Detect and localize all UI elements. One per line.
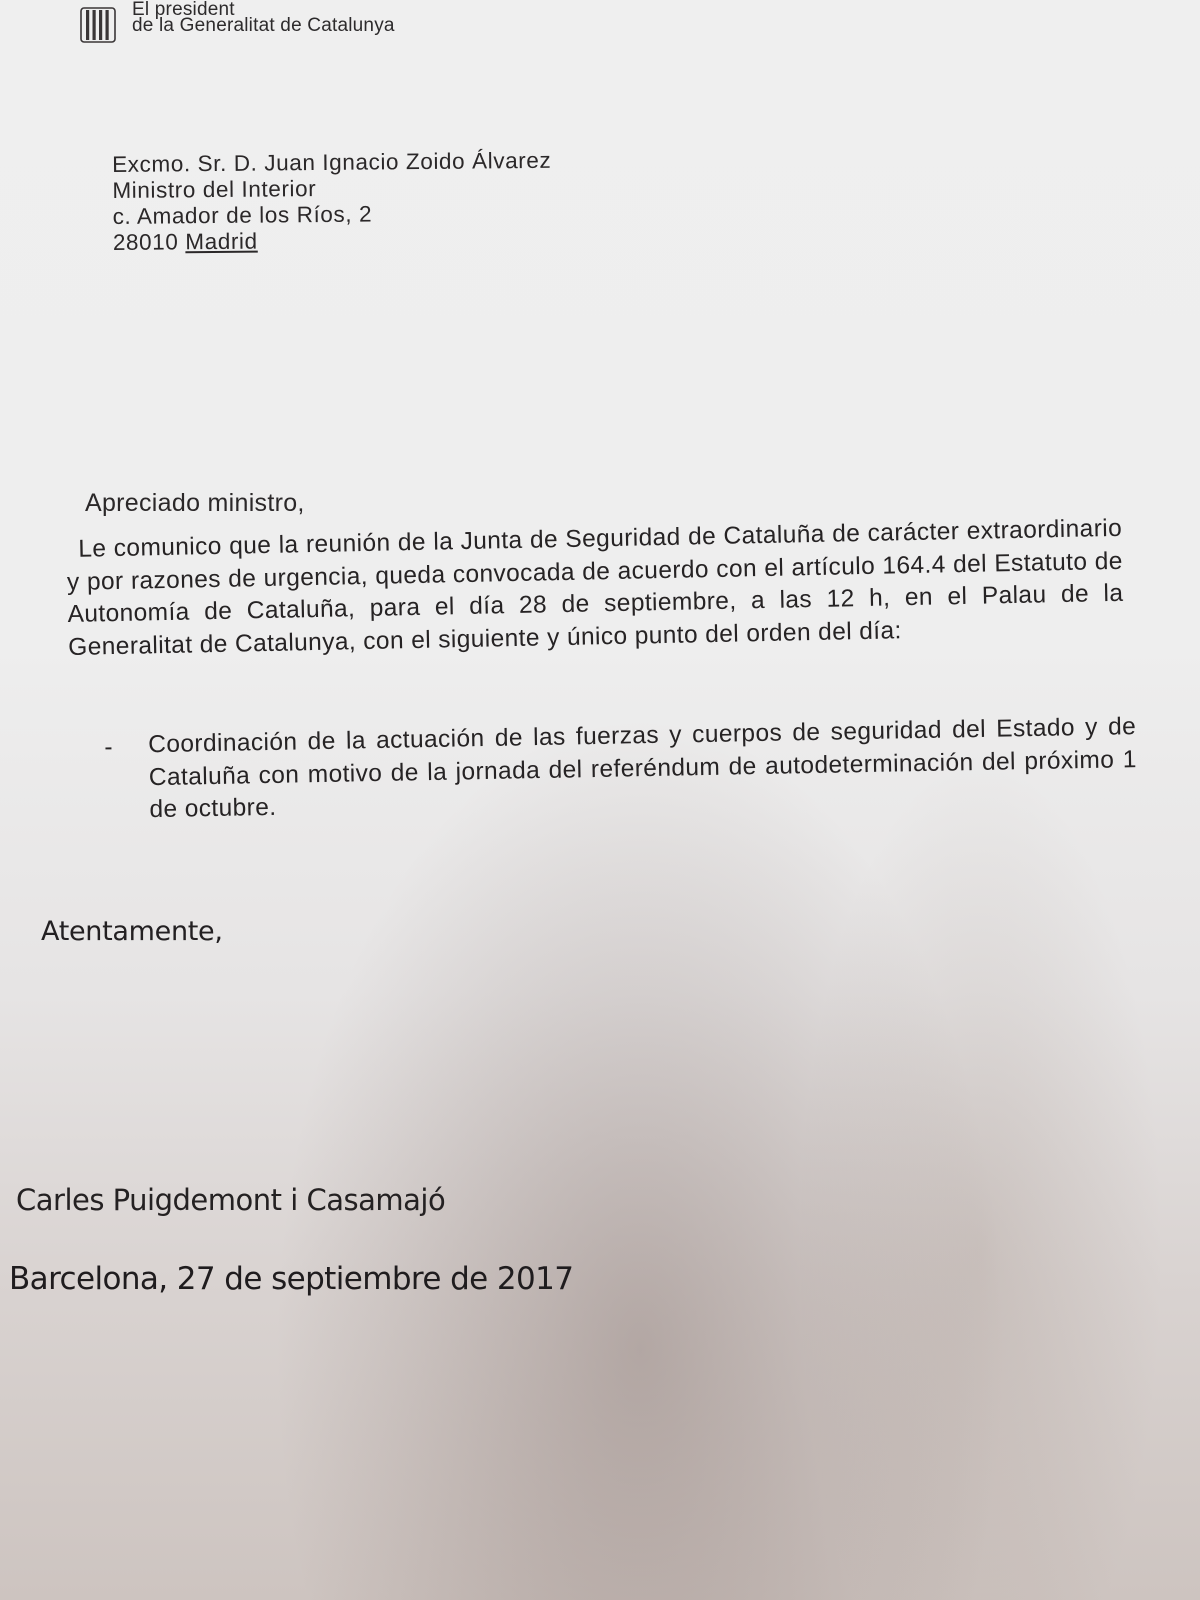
closing: Atentamente, <box>41 916 223 947</box>
letterhead-text <box>132 2 395 34</box>
addressee-city-line <box>113 226 552 256</box>
addressee-name: Excmo. Sr. D. Juan Ignacio Zoido Álvarez <box>112 147 552 177</box>
address-block <box>112 148 552 256</box>
city: Madrid <box>185 228 258 255</box>
postal-code: 28010 <box>112 229 179 255</box>
agenda-item-text: Coordinación de la actuación de las fuerzas y cuerpos de seguridad del Estado y de Cataluña con motivo de la jornada del referéndum de autodeterminación del próximo 1 de octubre. <box>148 713 1137 824</box>
addressee-position: Ministro del Interior <box>112 176 317 203</box>
letterhead-subtitle: de la Generalitat de Catalunya <box>132 15 395 36</box>
agenda-item <box>104 711 1138 827</box>
generalitat-emblem-icon <box>80 6 116 46</box>
signer-name: Carles Puigdemont i Casamajó <box>16 1183 446 1217</box>
body-paragraph: Le comunico que la reunión de la Junta de Seguridad de Cataluña de carácter extraordinario y por razones de urgencia, queda convocada de acuerdo con el artículo 164.4 del Estatuto de Autonomía de Cataluña, para el día 28 de septiembre, a las 12 h, en el Palau de la Generalitat de Catalunya, con el siguiente y único punto del orden del día: <box>66 514 1124 661</box>
letterhead <box>80 2 395 46</box>
place-date: Barcelona, 27 de septiembre de 2017 <box>9 1261 574 1297</box>
letterhead-title: El president <box>132 0 235 20</box>
addressee-street: c. Amador de los Ríos, 2 <box>112 201 373 229</box>
salutation: Apreciado ministro, <box>85 489 305 517</box>
agenda-bullet: - <box>104 733 113 761</box>
